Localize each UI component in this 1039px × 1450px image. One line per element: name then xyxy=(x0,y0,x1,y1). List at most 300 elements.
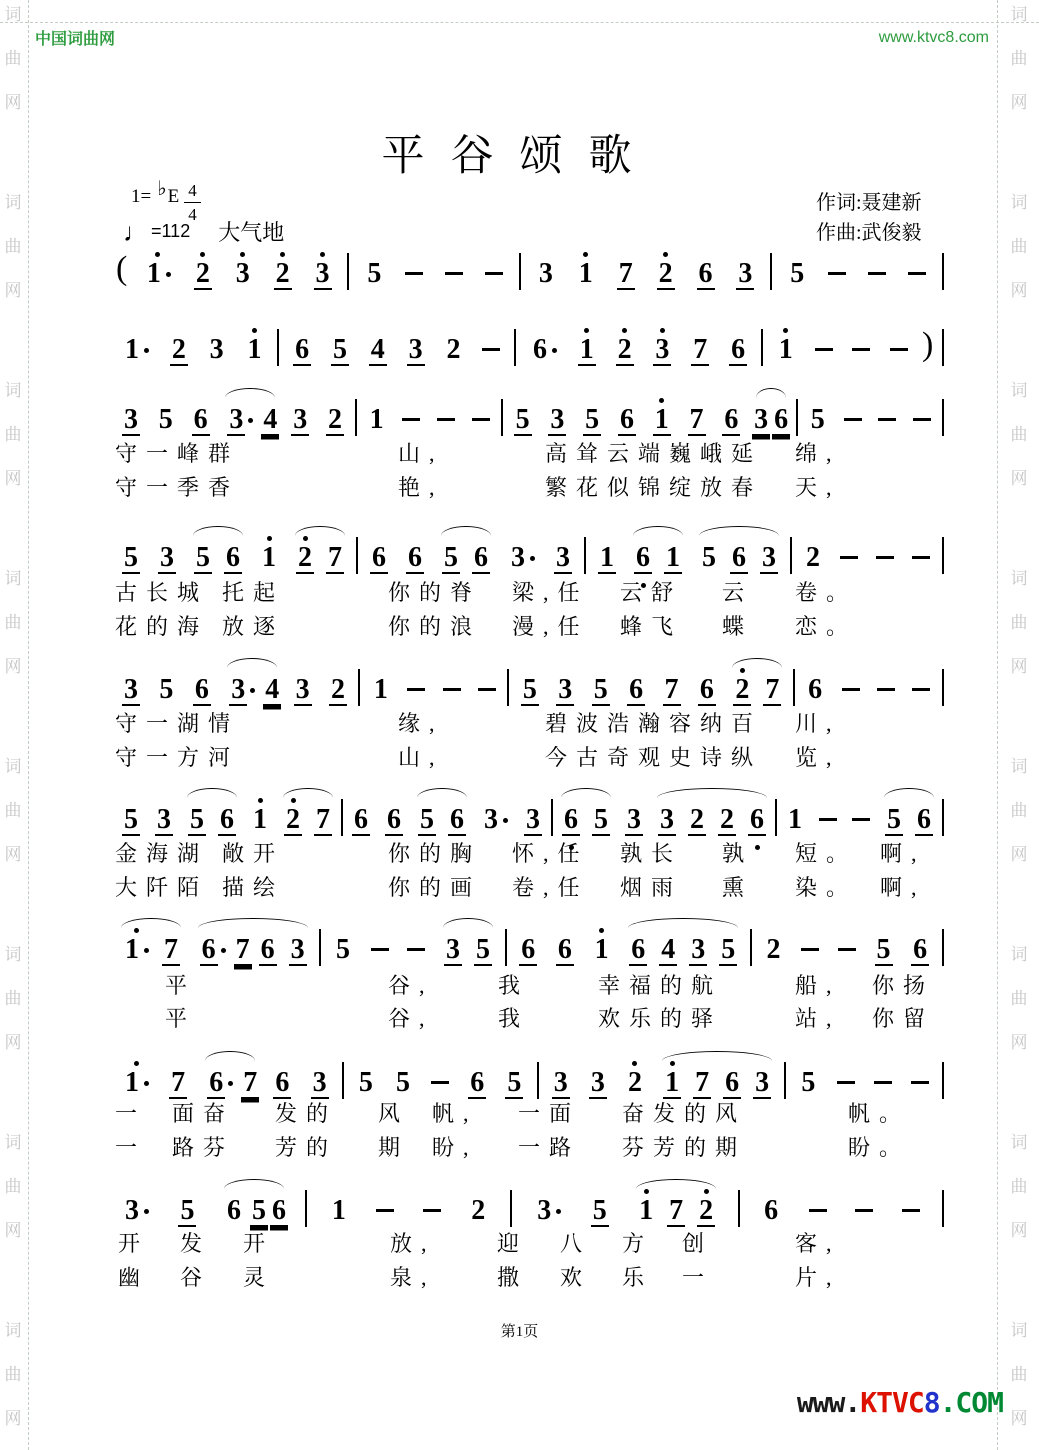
watermark-char: 网 xyxy=(1010,469,1028,488)
note-token: 7 xyxy=(316,804,330,835)
lyric-chunk: 幸福的航 xyxy=(598,973,723,998)
lyric-row-7 xyxy=(0,837,1039,867)
note-token: 2 xyxy=(610,326,640,380)
note-token: 3 xyxy=(445,934,460,965)
lyric-chunk: 路芬 xyxy=(172,1135,235,1160)
note-token: 5 xyxy=(887,804,901,835)
watermark-char: 词 xyxy=(4,757,22,776)
watermark-char: 网 xyxy=(1010,657,1028,676)
note-token: 6 xyxy=(521,934,536,965)
watermark-char: 网 xyxy=(4,1409,22,1428)
note-token: 2 xyxy=(446,334,461,365)
note-token: 3 xyxy=(124,404,138,435)
lyric-chunk: 蝶 xyxy=(722,614,754,639)
note-token: 2 xyxy=(690,804,704,835)
note-token: 5 xyxy=(358,1067,373,1098)
lyric-row-9 xyxy=(0,969,1039,999)
song-title: 平谷颂歌 xyxy=(381,133,658,180)
note-token: 2 xyxy=(720,804,734,835)
note-token: 5 xyxy=(159,674,174,705)
note-token: 5 xyxy=(801,1067,816,1098)
lyric-chunk: 云舒 xyxy=(620,580,683,605)
time-numerator: 4 xyxy=(184,182,201,203)
watermark-char: 词 xyxy=(1010,945,1028,964)
note-token: 1 xyxy=(647,396,677,450)
lyric-chunk: 花的海 xyxy=(115,614,209,639)
note-token: 6 xyxy=(619,404,634,435)
note-token: 2 xyxy=(331,674,346,705)
note-token: 6 xyxy=(194,674,209,705)
note-token: 1 xyxy=(600,542,614,573)
logo-segment: www. xyxy=(796,1386,861,1419)
note-token: 6 xyxy=(524,326,564,380)
lyric-chunk: 染。 xyxy=(795,875,858,900)
lyric-chunk: 川, xyxy=(795,711,841,736)
lyric-row-14 xyxy=(0,1261,1039,1291)
note-token: 5 xyxy=(124,542,138,573)
score-line-1 xyxy=(116,250,944,304)
watermark-char: 词 xyxy=(1010,1321,1028,1340)
dash-token xyxy=(846,326,876,380)
note-token: 3 xyxy=(526,804,540,835)
parenthesis: ) xyxy=(922,326,934,363)
lyric-chunk: 站, xyxy=(795,1006,841,1031)
note-token: 6 xyxy=(557,934,572,965)
note-token: 6 xyxy=(698,258,713,289)
page-number: 第1页 xyxy=(500,1324,539,1340)
lyric-chunk: 芳的 xyxy=(275,1135,338,1160)
note-token: 1 xyxy=(138,250,178,304)
barline xyxy=(942,253,944,290)
watermark-char: 词 xyxy=(4,569,22,588)
note-token: 7 xyxy=(618,258,633,289)
note-token: 4 xyxy=(370,334,385,365)
note-token: 6 xyxy=(470,1067,485,1098)
lyric-chunk: 繁花似锦绽放春 xyxy=(545,475,763,500)
note-token: 3 xyxy=(550,404,565,435)
composer-credit: 作曲:武俊毅 xyxy=(816,222,922,244)
note-token: 3 xyxy=(691,934,706,965)
note-token: 5 xyxy=(367,258,382,289)
barline xyxy=(942,799,944,836)
barline xyxy=(793,669,795,706)
note-token: 2 xyxy=(806,542,820,573)
note-token: 3 xyxy=(408,334,423,365)
lyric-chunk: 描绘 xyxy=(222,875,285,900)
lyric-chunk: 开 xyxy=(243,1231,275,1256)
note-token: 5 xyxy=(790,258,805,289)
logo-segment: KTVC xyxy=(860,1386,924,1419)
lyric-chunk: 恋。 xyxy=(795,614,858,639)
lyric-chunk: 卷,任 xyxy=(512,875,589,900)
barline xyxy=(551,799,553,836)
note-token: 5 xyxy=(721,934,736,965)
note-token: 1 xyxy=(666,542,680,573)
dash-token xyxy=(822,250,852,304)
note-token: 3 xyxy=(308,250,338,304)
lyric-chunk: 方 xyxy=(622,1231,654,1256)
lyric-chunk: 芬芳的期 xyxy=(622,1135,747,1160)
watermark-char: 词 xyxy=(4,381,22,400)
note-token: 3 xyxy=(590,1067,605,1098)
note-token: 7 xyxy=(243,1067,258,1098)
barline xyxy=(761,329,763,366)
note-token: 6 xyxy=(917,804,931,835)
watermark-char: 网 xyxy=(4,93,22,112)
lyric-chunk: 你留 xyxy=(872,1006,935,1031)
note-token: 6 xyxy=(387,804,401,835)
dash-token xyxy=(862,250,892,304)
note-token: 3 xyxy=(157,804,171,835)
note-token: 7 xyxy=(164,934,178,965)
note-token: 3 xyxy=(553,1067,568,1098)
note-token: 6 xyxy=(474,542,488,573)
note-token: 1 xyxy=(116,926,156,980)
barline xyxy=(790,537,792,574)
lyric-chunk: 创 xyxy=(682,1231,714,1256)
watermark-char: 网 xyxy=(4,469,22,488)
barline xyxy=(342,1062,344,1099)
lyric-chunk: 放逐 xyxy=(222,614,285,639)
lyric-chunk: 一路 xyxy=(518,1135,581,1160)
note-token: 7 xyxy=(689,404,704,435)
watermark-char: 曲 xyxy=(1010,49,1028,68)
lyric-chunk: 天, xyxy=(795,475,841,500)
barline xyxy=(942,929,944,966)
barline xyxy=(358,669,360,706)
barline xyxy=(510,1190,512,1227)
note-token: 6 xyxy=(220,804,234,835)
barline xyxy=(537,1062,539,1099)
barline xyxy=(942,537,944,574)
note-token: 2 xyxy=(471,1195,486,1226)
barline xyxy=(505,929,507,966)
watermark-char: 词 xyxy=(4,5,22,24)
watermark-char: 网 xyxy=(1010,281,1028,300)
note-token: 6 xyxy=(774,404,789,435)
lyric-chunk: 泉, xyxy=(390,1265,436,1290)
note-token: 6 xyxy=(193,404,208,435)
lyric-chunk: 八 xyxy=(560,1231,592,1256)
parenthesis: ( xyxy=(116,250,128,287)
barline xyxy=(507,669,509,706)
note-token: 5 xyxy=(180,1195,195,1226)
lyric-chunk: 今古奇观史诗纵 xyxy=(545,745,763,770)
lyric-chunk: 守一湖情 xyxy=(115,711,240,736)
lyric-chunk: 欢乐的驿 xyxy=(598,1006,723,1031)
note-token: 1 xyxy=(116,1059,156,1113)
watermark-char: 网 xyxy=(4,845,22,864)
note-token: 7 xyxy=(695,1067,710,1098)
watermark-char: 曲 xyxy=(1010,1177,1028,1196)
note-token: 2 xyxy=(620,1059,650,1113)
note-token: 1 xyxy=(771,326,801,380)
watermark-char: 网 xyxy=(1010,1221,1028,1240)
lyric-chunk: 守一峰群 xyxy=(115,441,240,466)
lyric-chunk: 谷 xyxy=(180,1265,212,1290)
lyric-chunk: 你的浪 xyxy=(388,614,482,639)
key-letter: E xyxy=(167,186,180,207)
note-token: 3 xyxy=(502,534,542,588)
note-token: 2 xyxy=(171,334,186,365)
score-line-2 xyxy=(116,326,944,380)
lyric-chunk: 谷, xyxy=(388,973,434,998)
note-token: 2 xyxy=(188,250,218,304)
note-token: 5 xyxy=(876,934,891,965)
lyric-chunk: 奋发的风 xyxy=(622,1101,747,1126)
lyric-chunk: 孰 xyxy=(722,841,754,866)
note-token: 5 xyxy=(515,404,530,435)
watermark-char: 曲 xyxy=(4,801,22,820)
lyric-row-1 xyxy=(0,437,1039,467)
site-name-link[interactable]: 中国词曲网 xyxy=(35,31,116,48)
lyric-chunk: 平 xyxy=(165,1006,197,1031)
lyric-chunk: 开 xyxy=(118,1231,150,1256)
note-token: 6 xyxy=(372,542,386,573)
lyric-chunk: 啊, xyxy=(880,841,926,866)
note-token: 6 xyxy=(699,674,714,705)
note-token: 7 xyxy=(693,334,708,365)
lyric-row-3 xyxy=(0,576,1039,606)
lyric-chunk: 漫,任 xyxy=(512,614,589,639)
lyric-chunk: 梁,任 xyxy=(512,580,589,605)
note-token: 5 xyxy=(593,674,608,705)
barline xyxy=(319,929,321,966)
note-token: 1 xyxy=(331,1195,346,1226)
note-token: 4 xyxy=(263,404,278,435)
lyric-chunk: 我 xyxy=(498,1006,530,1031)
watermark-char: 曲 xyxy=(1010,1365,1028,1384)
note-token: 6 xyxy=(913,934,928,965)
note-token: 7 xyxy=(328,542,342,573)
note-token: 3 xyxy=(220,396,260,450)
dash-token xyxy=(399,250,429,304)
lyric-chunk: 发 xyxy=(180,1231,212,1256)
note-token: 5 xyxy=(420,804,434,835)
watermark-char: 网 xyxy=(4,1221,22,1240)
barline xyxy=(501,399,503,436)
watermark-char: 曲 xyxy=(4,237,22,256)
lyric-chunk: 熏 xyxy=(722,875,754,900)
lyric-chunk: 守一季香 xyxy=(115,475,240,500)
note-token: 5 xyxy=(158,404,173,435)
note-token: 1 xyxy=(631,1187,661,1241)
barline xyxy=(277,329,279,366)
note-token: 6 xyxy=(631,934,646,965)
note-token: 5 xyxy=(522,674,537,705)
note-token: 3 xyxy=(209,334,224,365)
note-token: 6 xyxy=(275,1067,290,1098)
lyric-row-4 xyxy=(0,610,1039,640)
barline xyxy=(347,253,349,290)
lyric-chunk: 谷, xyxy=(388,1006,434,1031)
note-token: 7 xyxy=(765,674,780,705)
note-token: 3 xyxy=(755,1067,770,1098)
note-token: 6 xyxy=(764,1195,779,1226)
note-token: 3 xyxy=(124,674,138,705)
lyric-chunk: 高耸云端巍峨延 xyxy=(545,441,763,466)
note-token: 1 xyxy=(369,404,384,435)
tempo-marking xyxy=(123,216,284,247)
lyric-chunk: 碧波浩瀚容纳百 xyxy=(545,711,763,736)
watermark-char: 网 xyxy=(1010,845,1028,864)
dash-token xyxy=(809,326,839,380)
lyric-row-12 xyxy=(0,1131,1039,1161)
lyric-chunk: 面奋 xyxy=(172,1101,235,1126)
lyric-row-6 xyxy=(0,741,1039,771)
note-token: 2 xyxy=(290,534,320,588)
note-token: 5 xyxy=(507,1067,522,1098)
lyric-chunk: 你的脊 xyxy=(388,580,482,605)
note-token: 3 xyxy=(295,674,310,705)
watermark-char: 词 xyxy=(4,193,22,212)
lyric-chunk: 帆, xyxy=(432,1101,478,1126)
note-token: 6 xyxy=(271,1195,286,1226)
note-token: 6 xyxy=(450,804,464,835)
lyric-chunk: 守一方河 xyxy=(115,745,240,770)
note-token: 5 xyxy=(592,1195,607,1226)
watermark-char: 词 xyxy=(4,945,22,964)
lyric-chunk: 盼, xyxy=(432,1135,478,1160)
note-token: 6 xyxy=(556,796,586,850)
note-token: 1 xyxy=(239,326,269,380)
note-token: 5 xyxy=(594,804,608,835)
note-token: 5 xyxy=(124,804,138,835)
note-token: 3 xyxy=(475,796,515,850)
lyric-chunk: 一 xyxy=(115,1101,147,1126)
watermark-char: 曲 xyxy=(4,425,22,444)
lyric-chunk: 幽 xyxy=(118,1265,150,1290)
note-token: 2 xyxy=(651,250,681,304)
site-url-link[interactable]: www.ktvc8.com xyxy=(878,29,989,46)
note-token: 6 xyxy=(808,674,823,705)
site-logo[interactable] xyxy=(797,1386,1003,1419)
lyric-chunk: 山, xyxy=(398,745,444,770)
note-token: 5 xyxy=(702,542,716,573)
dash-token xyxy=(479,250,509,304)
dash-token xyxy=(902,250,932,304)
key-prefix: 1= xyxy=(131,186,152,207)
lyric-row-11 xyxy=(0,1097,1039,1127)
note-token: 4 xyxy=(265,674,280,705)
lyric-row-13 xyxy=(0,1227,1039,1257)
barline xyxy=(514,329,516,366)
lyric-chunk: 一面 xyxy=(518,1101,581,1126)
lyric-chunk: 敞开 xyxy=(222,841,285,866)
note-token: 7 xyxy=(171,1067,186,1098)
lyric-chunk: 孰长 xyxy=(620,841,683,866)
watermark-char: 词 xyxy=(4,1321,22,1340)
barline xyxy=(796,399,798,436)
note-token: 3 xyxy=(290,934,305,965)
note-token: 6 xyxy=(742,796,772,850)
lyric-chunk: 我 xyxy=(498,973,530,998)
note-token: 6 xyxy=(295,334,310,365)
note-token: 2 xyxy=(327,404,342,435)
lyric-chunk: 怀,任 xyxy=(512,841,589,866)
barline xyxy=(784,1062,786,1099)
dash-token xyxy=(476,326,506,380)
barline xyxy=(341,799,343,836)
lyric-chunk: 艳, xyxy=(398,475,444,500)
lyric-chunk: 托起 xyxy=(222,580,285,605)
note-token: 3 xyxy=(647,326,677,380)
note-token: 2 xyxy=(691,1187,721,1241)
lyric-chunk: 览, xyxy=(795,745,841,770)
barline xyxy=(942,669,944,706)
note-token: 5 xyxy=(196,542,210,573)
note-token: 3 xyxy=(160,542,174,573)
watermark-char: 词 xyxy=(1010,193,1028,212)
lyric-chunk: 客, xyxy=(795,1231,841,1256)
barline xyxy=(738,1190,740,1227)
watermark-char: 词 xyxy=(1010,1133,1028,1152)
note-token: 1 xyxy=(587,926,617,980)
flat-sign: ♭ xyxy=(157,178,167,200)
barline xyxy=(942,1190,944,1227)
lyric-chunk: 短。 xyxy=(795,841,858,866)
watermark-char: 词 xyxy=(1010,5,1028,24)
watermark-char: 词 xyxy=(1010,757,1028,776)
note-token: 3 xyxy=(222,666,262,720)
lyric-chunk: 你的画 xyxy=(388,875,482,900)
note-token: 1 xyxy=(373,674,388,705)
note-token: 7 xyxy=(669,1195,684,1226)
note-token: 6 xyxy=(200,1059,240,1113)
barline xyxy=(775,799,777,836)
lyric-chunk: 云 xyxy=(722,580,754,605)
barline xyxy=(356,537,358,574)
note-token: 1 xyxy=(657,1059,687,1113)
watermark-char: 词 xyxy=(1010,569,1028,588)
watermark-char: 网 xyxy=(4,281,22,300)
barline xyxy=(584,537,586,574)
note-token: 3 xyxy=(627,804,641,835)
note-token: 6 xyxy=(725,1067,740,1098)
note-token: 3 xyxy=(762,542,776,573)
watermark-char: 曲 xyxy=(4,613,22,632)
lyric-chunk: 片, xyxy=(795,1265,841,1290)
lyric-row-10 xyxy=(0,1002,1039,1032)
note-token: 2 xyxy=(278,796,308,850)
tempo-value: =112 xyxy=(151,221,191,241)
note-token: 6 xyxy=(408,542,422,573)
lyric-chunk: 风 xyxy=(378,1101,410,1126)
lyric-chunk: 绵, xyxy=(795,441,841,466)
note-token: 3 xyxy=(556,542,570,573)
barline xyxy=(305,1190,307,1227)
note-token: 2 xyxy=(268,250,298,304)
note-token: 5 xyxy=(190,804,204,835)
top-dashed-border xyxy=(0,22,1039,23)
lyric-row-5 xyxy=(0,707,1039,737)
note-token: 3 xyxy=(528,1187,568,1241)
barline xyxy=(355,399,357,436)
barline xyxy=(770,253,772,290)
note-token: 3 xyxy=(312,1067,327,1098)
lyric-chunk: 发的 xyxy=(275,1101,338,1126)
note-token: 5 xyxy=(444,542,458,573)
note-token: 1 xyxy=(788,804,802,835)
watermark-char: 曲 xyxy=(4,49,22,68)
note-token: 3 xyxy=(228,250,258,304)
lyric-chunk: 撒 xyxy=(497,1265,529,1290)
note-token: 5 xyxy=(810,404,825,435)
note-token: 5 xyxy=(332,334,347,365)
logo-segment: .COM xyxy=(939,1386,1003,1419)
lyric-chunk: 船, xyxy=(795,973,841,998)
lyric-chunk: 迎 xyxy=(497,1231,529,1256)
